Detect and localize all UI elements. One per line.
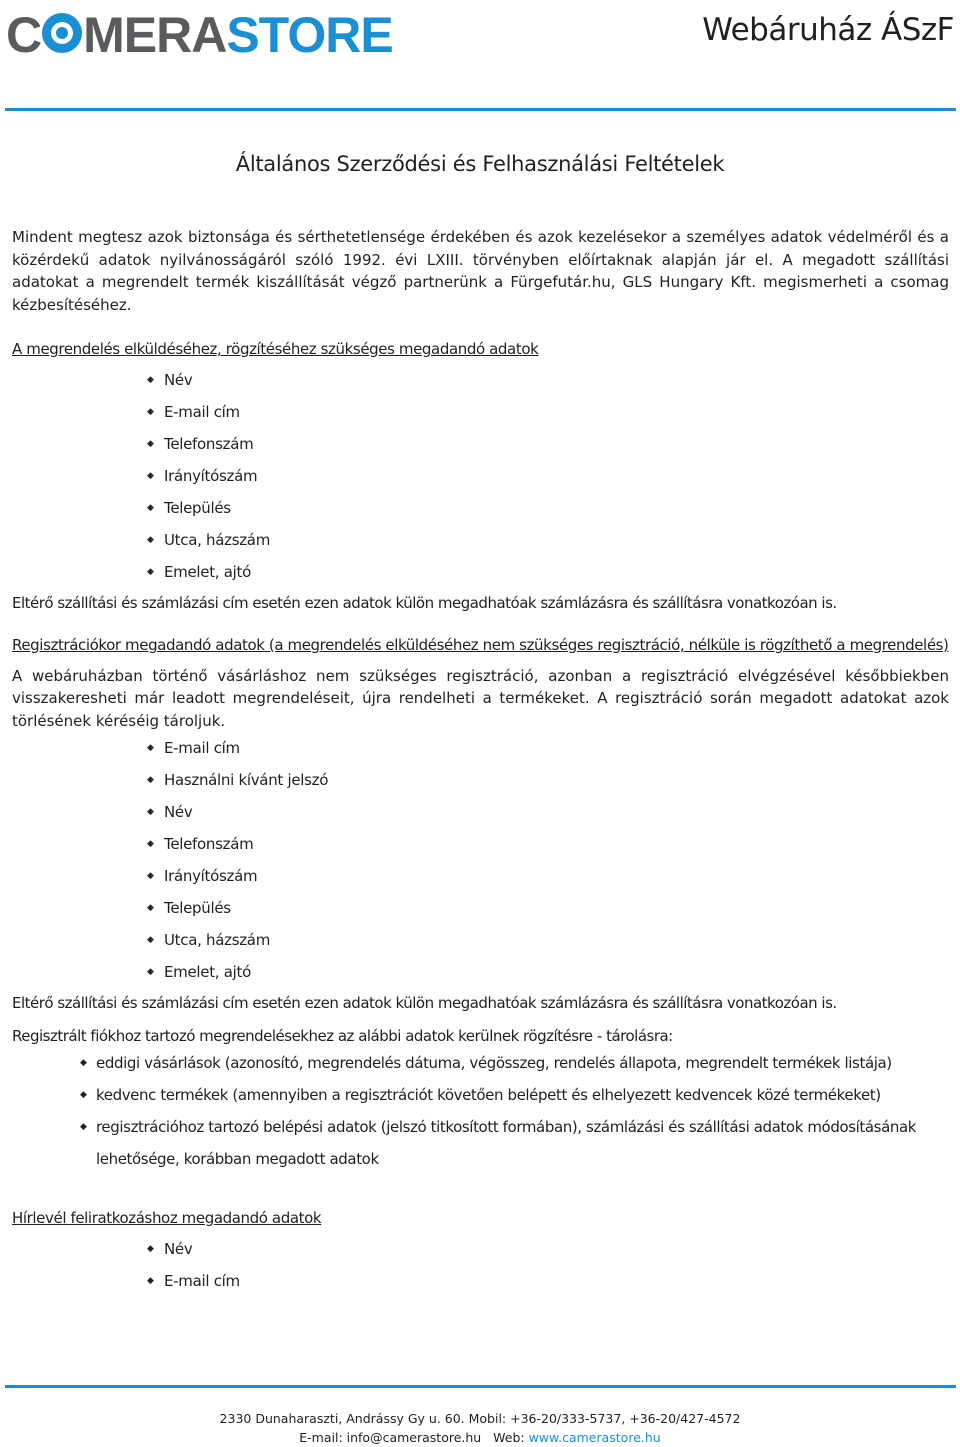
logo-word-store: STORE: [226, 7, 393, 63]
list-item: ◆ E-mail cím: [12, 732, 949, 764]
list-item: ◆ Település: [12, 492, 949, 524]
stored-data-list: [12, 1047, 949, 1175]
list-item: ◆ Utca, házszám: [12, 524, 949, 556]
list-item: ◆ Irányítószám: [12, 860, 949, 892]
registration-paragraph: A webáruházban történő vásárláshoz nem szükséges regisztráció, azonban a regisztráció elvégzésével későbbiekben visszakeresheti már leadott megrendeléseit, újra rendelheti a termékeket. A regisztráció során megadott adatokat azok törlésének kéréséig tároljuk.: [12, 666, 949, 730]
page-title: Általános Szerződési és Felhasználási Feltételek: [235, 152, 725, 176]
footer-address: 2330 Dunaharaszti, Andrássy Gy u. 60. Mobil: +36-20/333-5737, +36-20/427-4572: [219, 1411, 741, 1426]
footer: [0, 1409, 960, 1447]
list-item: ◆ Név: [12, 364, 949, 396]
list-item: ◆ E-mail cím: [12, 1265, 949, 1297]
list-item: ◆ Telefonszám: [12, 828, 949, 860]
logo-word-mera: MERA: [83, 7, 227, 63]
list-item: ◆ Település: [12, 892, 949, 924]
list-item: ◆ Irányítószám: [12, 460, 949, 492]
registration-note: Eltérő szállítási és számlázási cím esetén ezen adatok külön megadhatóak számlázásra és szállításra vonatkozóan is.: [12, 994, 837, 1012]
footer-web-link[interactable]: www.camerastore.hu: [528, 1430, 661, 1445]
camera-lens-icon: [42, 13, 82, 53]
camerastore-logo[interactable]: [6, 4, 393, 66]
newsletter-section-title: Hírlevél feliratkozáshoz megadandó adatok: [12, 1209, 322, 1227]
intro-paragraph: Mindent megtesz azok biztonsága és sérthetetlensége érdekében és azok kezelésekor a személyes adatok védelméről és a közérdekű adatok nyilvánosságáról szóló 1992. évi LXIII. törvényben előírtaknak alapján jár el. A megadott szállítási adatokat a megrendelt termék kiszállítását végző partnerünk a Fürgefutár.hu, GLS Hungary Kft. megismerheti a csomag kézbesítéséhez.: [12, 228, 949, 314]
registration-data-list: [12, 732, 949, 988]
list-item: ◆ Emelet, ajtó: [12, 556, 949, 588]
list-item: ◆ eddigi vásárlások (azonosító, megrendelés dátuma, végösszeg, rendelés állapota, megrendelt termékek listája): [12, 1047, 949, 1079]
list-item: ◆ Név: [12, 796, 949, 828]
order-note: Eltérő szállítási és számlázási cím esetén ezen adatok külön megadhatóak számlázásra és szállításra vonatkozóan is.: [12, 593, 837, 612]
registration-section-title: Regisztrációkor megadandó adatok (a megrendelés elküldéséhez nem szükséges regisztráció, nélküle is rögzíthető a megrendelés): [12, 636, 949, 654]
list-item: ◆ Utca, házszám: [12, 924, 949, 956]
footer-email: E-mail: info@camerastore.hu Web:: [299, 1430, 529, 1445]
list-item: ◆ Emelet, ajtó: [12, 956, 949, 988]
order-data-list: [12, 364, 949, 588]
header-title: Webáruház ÁSzF: [702, 12, 954, 48]
list-item: ◆ Név: [12, 1233, 949, 1265]
list-item: ◆ Telefonszám: [12, 428, 949, 460]
list-item: ◆ regisztrációhoz tartozó belépési adatok (jelszó titkosított formában), számlázási és szállítási adatok módosításának lehetősége, korábban megadott adatok: [12, 1111, 949, 1175]
newsletter-data-list: [12, 1233, 949, 1297]
logo-letter-c: C: [6, 7, 42, 63]
list-item: ◆ kedvenc termékek (amennyiben a regisztrációt követően belépett és elhelyezett kedvencek közé termékeket): [12, 1079, 949, 1111]
order-section-title: A megrendelés elküldéséhez, rögzítéséhez szükséges megadandó adatok: [12, 340, 539, 358]
stored-data-intro: Regisztrált fiókhoz tartozó megrendelésekhez az alábbi adatok kerülnek rögzítésre - tárolásra:: [12, 1026, 673, 1045]
footer-divider: [5, 1385, 956, 1388]
header-divider: [5, 108, 956, 111]
list-item: ◆ Használni kívánt jelszó: [12, 764, 949, 796]
list-item: ◆ E-mail cím: [12, 396, 949, 428]
footer-contact: [0, 1428, 960, 1447]
main-content: [12, 226, 949, 1297]
